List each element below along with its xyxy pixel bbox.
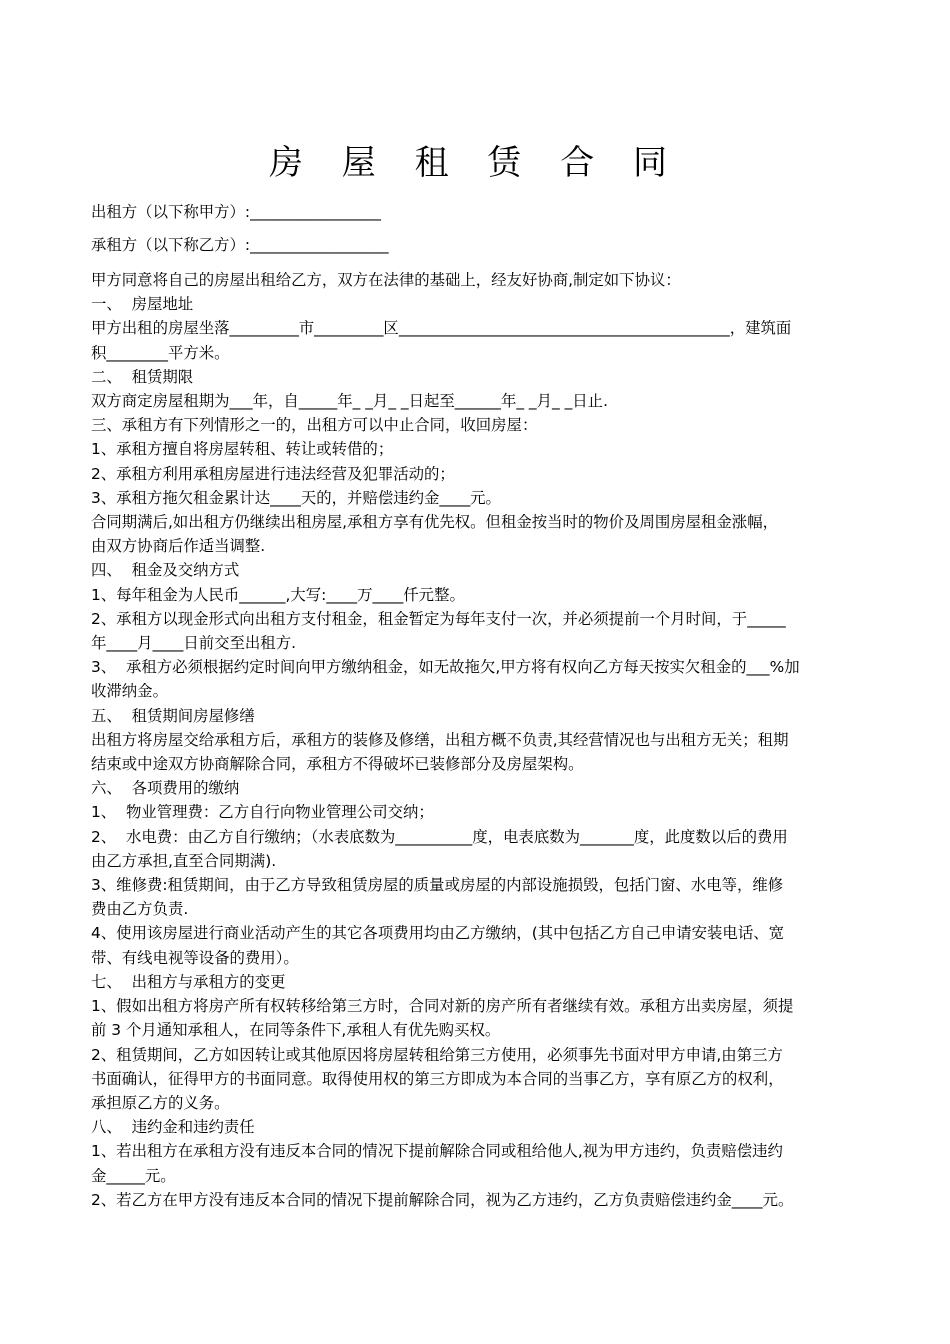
- contract-line: 2、租赁期间，乙方如因转让或其他原因将房屋转租给第三方使用，必须事先书面对甲方申请,由第三方: [91, 1045, 783, 1064]
- contract-line: 费由乙方负责.: [91, 900, 189, 919]
- contract-body: [91, 268, 861, 1212]
- document-title: 房 屋 租 赁 合 同: [268, 143, 682, 183]
- party-info: [91, 196, 389, 262]
- contract-line: 由双方协商后作适当调整.: [91, 537, 266, 556]
- contract-line: 双方商定房屋租期为___年，自_____年_ _月_ _日起至______年_ _月_ _日止.: [91, 392, 608, 411]
- contract-line: 出租方将房屋交给承租方后，承租方的装修及修缮，出租方概不负责,其经营情况也与出租方无关；租期: [91, 730, 789, 749]
- contract-line: 甲方同意将自己的房屋出租给乙方，双方在法律的基础上，经友好协商,制定如下协议：: [91, 271, 681, 289]
- contract-line: 4、使用该房屋进行商业活动产生的其它各项费用均由乙方缴纳，(其中包括乙方自己申请安装电话、宽: [91, 924, 784, 943]
- contract-line: 三、承租方有下列情形之一的，出租方可以中止合同，收回房屋：: [91, 416, 538, 435]
- contract-line: 2、 水电费：由乙方自行缴纳；（水表底数为__________度，电表底数为_______度，此度数以后的费用: [91, 827, 788, 846]
- contract-line: 带、有线电视等设备的费用）。: [91, 948, 299, 967]
- contract-line: 3、 承租方必须根据约定时间向甲方缴纳租金，如无故拖欠,甲方将有权向乙方每天按实欠租金的___%加: [91, 658, 800, 677]
- contract-line: 金_____元。: [91, 1166, 176, 1185]
- contract-line: 2、若乙方在甲方没有违反本合同的情况下提前解除合同，视为乙方违约，乙方负责赔偿违约金____元。: [91, 1190, 794, 1209]
- contract-line: 1、假如出租方将房产所有权转移给第三方时，合同对新的房产所有者继续有效。承租方出卖房屋，须提: [91, 997, 794, 1016]
- contract-line: 收滞纳金。: [91, 682, 168, 701]
- contract-line: 合同期满后,如出租方仍继续出租房屋,承租方享有优先权。但租金按当时的物价及周围房屋租金涨幅，: [91, 513, 778, 532]
- contract-line: 七、 出租方与承租方的变更: [91, 972, 286, 991]
- contract-line: 1、每年租金为人民币______,大写:____万____仟元整。: [91, 585, 465, 604]
- party-a-line: 出租方（以下称甲方）:_________________: [91, 203, 381, 221]
- contract-line: 2、承租方以现金形式向出租方支付租金，租金暂定为每年支付一次，并必须提前一个月时间，于_____: [91, 609, 786, 628]
- contract-line: 六、 各项费用的缴纳: [91, 779, 240, 798]
- contract-line: 二、 租赁期限: [91, 367, 194, 386]
- contract-line: 四、 租金及交纳方式: [91, 561, 240, 580]
- party-b-line: 承租方（以下称乙方）:__________________: [91, 236, 389, 254]
- contract-line: 八、 违约金和违约责任: [91, 1118, 255, 1137]
- contract-line: 3、承租方拖欠租金累计达____天的，并赔偿违约金____元。: [91, 488, 501, 507]
- contract-line: 一、 房屋地址: [91, 295, 194, 314]
- contract-line: 1、 物业管理费：乙方自行向物业管理公司交纳；: [91, 803, 434, 822]
- contract-line: 3、维修费:租赁期间，由于乙方导致租赁房屋的质量或房屋的内部设施损毁，包括门窗、水电等，维修: [91, 876, 784, 895]
- contract-line: 年____月____日前交至出租方.: [91, 634, 296, 653]
- contract-line: 结束或中途双方协商解除合同，承租方不得破坏已装修部分及房屋架构。: [91, 755, 584, 774]
- contract-line: 承担原乙方的义务。: [91, 1093, 230, 1112]
- contract-line: 由乙方承担,直至合同期满).: [91, 851, 277, 870]
- contract-line: 甲方出租的房屋坐落_________市_________区___________________________________________，建筑面: [91, 319, 792, 338]
- contract-line: 书面确认，征得甲方的书面同意。取得使用权的第三方即成为本合同的当事乙方，享有原乙方的权利，: [91, 1069, 784, 1088]
- contract-line: 积________平方米。: [91, 343, 230, 362]
- contract-line: 五、 租赁期间房屋修缮: [91, 706, 255, 725]
- contract-line: 前 3 个月通知承租人，在同等条件下,承租人有优先购买权。: [91, 1021, 501, 1040]
- contract-line: 2、承租方利用承租房屋进行违法经营及犯罪活动的；: [91, 464, 455, 483]
- contract-line: 1、承租方擅自将房屋转租、转让或转借的；: [91, 440, 394, 459]
- contract-line: 1、若出租方在承租方没有违反本合同的情况下提前解除合同或租给他人,视为甲方违约，负责赔偿违约: [91, 1142, 783, 1161]
